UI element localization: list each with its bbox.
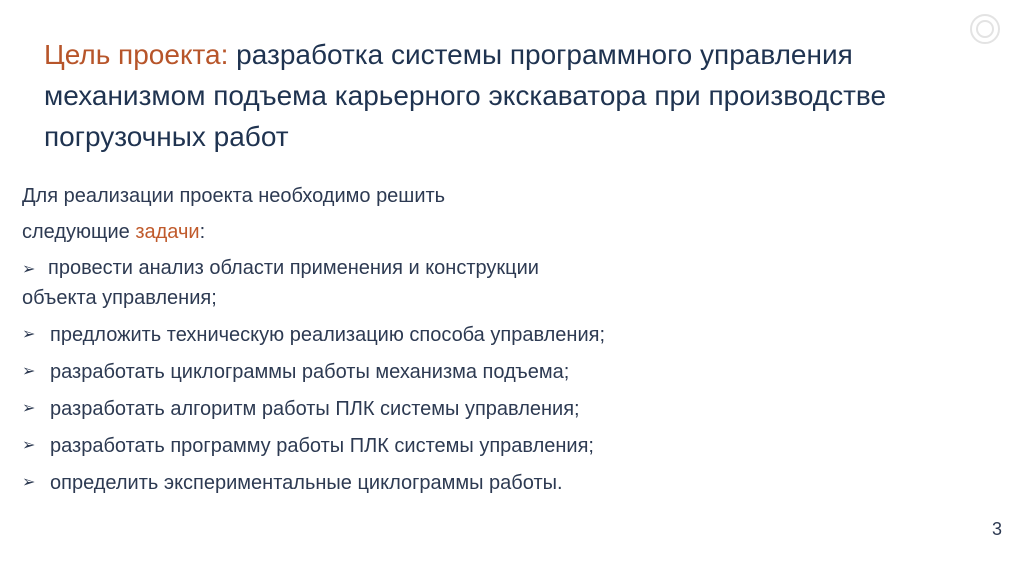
title-text: разработка системы программного управления механизмом подъема карьерного экскаватора при производстве погрузочных работ bbox=[44, 39, 887, 152]
task-item-6 bbox=[22, 469, 782, 497]
page-number: 3 bbox=[991, 519, 1002, 539]
task-text: предложить техническую реализацию способа управления; bbox=[50, 324, 605, 346]
task-text-cont: объекта управления; bbox=[22, 287, 217, 309]
task-item-3 bbox=[22, 358, 782, 386]
slide-body bbox=[22, 178, 782, 497]
intro-accent: задачи bbox=[135, 221, 200, 243]
intro-line-1: Для реализации проекта необходимо решить bbox=[22, 185, 446, 207]
task-item-4 bbox=[22, 395, 782, 423]
task-text: разработать программу работы ПЛК системы управления; bbox=[50, 435, 594, 457]
task-text: разработать циклограммы работы механизма подъема; bbox=[50, 361, 570, 383]
intro-line-2: следующие задачи: bbox=[22, 221, 206, 243]
task-item-5 bbox=[22, 432, 782, 460]
arrow-bullet-icon: ➢ bbox=[22, 437, 36, 454]
arrow-bullet-icon: ➢ bbox=[22, 261, 36, 278]
task-text: провести анализ области применения и конструкции bbox=[48, 257, 539, 279]
title-prefix: Цель проекта: bbox=[44, 39, 229, 70]
intro-paragraph bbox=[22, 178, 782, 250]
task-item-2 bbox=[22, 321, 782, 349]
arrow-bullet-icon: ➢ bbox=[22, 474, 36, 491]
task-list bbox=[22, 254, 782, 497]
arrow-bullet-icon: ➢ bbox=[22, 400, 36, 417]
task-text: определить экспериментальные циклограммы работы. bbox=[50, 472, 563, 494]
task-text: разработать алгоритм работы ПЛК системы управления; bbox=[50, 398, 580, 420]
task-item-1 bbox=[22, 254, 782, 312]
arrow-bullet-icon: ➢ bbox=[22, 363, 36, 380]
slide-title bbox=[44, 34, 1004, 157]
arrow-bullet-icon: ➢ bbox=[22, 326, 36, 343]
